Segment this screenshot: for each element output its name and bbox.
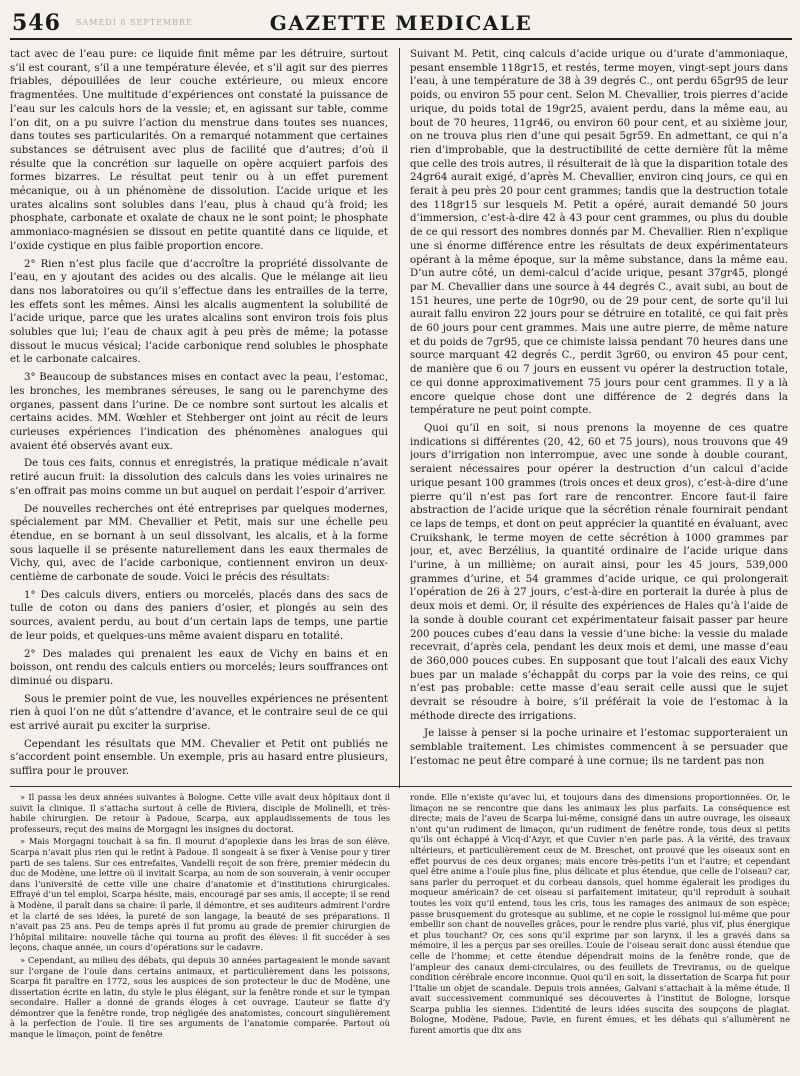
header-date-line: SAMEDI 8 SEPTEMBRE: [76, 18, 193, 27]
paragraph: Cependant les résultats que MM. Chevalier et Petit ont publiés ne s’accordent point ensemble. Un exemple, pris au hasard entre plusieurs, suffira pour le prouver.: [10, 738, 388, 778]
article-column-right: [410, 48, 788, 784]
column-divider: [399, 48, 400, 788]
paragraph: De nouvelles recherches ont été entreprises par quelques modernes, spécialement par MM. Chevallier et Petit, mais sur une échelle peu étendue, en se bornant à un seul dissolvant, les alcalis, et à la forme sous laquelle il se présente naturellement dans les eaux thermales de Vichy, qui, avec de l’acide carbonique, contiennent environ un deux-centième de carbonate de soude. Voici le précis des résultats:: [10, 503, 388, 584]
paragraph: Suivant M. Petit, cinq calculs d’acide urique ou d’urate d’ammoniaque, pesant ensemble 118gr15, et restés, terme moyen, vingt-sept jours dans l’eau, à une température de 38 à 39 degrés C., ont perdu 65gr95 de leur poids, ou environ 55 pour cent. Selon M. Chevallier, trois pierres d’acide urique, du poids total de 19gr25, avaient perdu, dans la même eau, au bout de 70 heures, 11gr46, ou environ 60 pour cent, et au sixième jour, on ne trouva plus rien d’une qui pesait 5gr59. En admettant, ce qui n’a rien d’improbable, que la destructibilité de cette dernière fût la même que celle des trois autres, il résulterait de là que la disparition totale des 24gr64 aurait exigé, d’après M. Chevallier, environ cinq jours, ce qui en ferait à peu près 20 pour cent grammes; tandis que la destruction totale des 118gr15 sur lesquels M. Petit a opéré, aurait demandé 50 jours d’immersion, c’est-à-dire 42 à 43 pour cent grammes, ou plus du double de ce qui ressort des nombres donnés par M. Chevallier. Rien n’explique une si énorme différence entre les résultats de deux expérimentateurs opérant à la même époque, sur la même substance, dans la même eau. D’un autre côté, un demi-calcul d’acide urique, pesant 37gr45, plongé par M. Chevallier dans une source à 44 degrés C., avait subi, au bout de 151 heures, une perte de 10gr90, ou de 29 pour cent, de sorte qu’il lui aurait fallu environ 22 jours pour se détruire en totalité, ce qui fait près de 60 jours pour cent grammes. Mais une autre pierre, de même nature et du poids de 7gr95, que ce chimiste laissa pendant 70 heures dans une source marquant 42 degrés C., perdit 3gr60, ou environ 45 pour cent, de manière que 6 ou 7 jours en eussent vu opérer la destruction totale, ce qui donne approximativement 75 jours pour cent grammes. Il y a là encore quelque chose dont une différence de 2 degrés dans la température ne peut point compte.: [410, 49, 788, 417]
paragraph: tact avec de l’eau pure: ce liquide finit même par les détruire, surtout s’il est courant, s’il a une température élevée, et s’il agit sur des pierres friables, dépouillées de leur couche extérieure, ou mieux encore fragmentées. Une multitude d’expériences ont constaté la puissance de l’eau sur les calculs hors de la vessie; et, en agissant sur table, comme l’on dit, on a pu suivre l’action du menstrue dans toutes ses nuances, dans toutes ses particularités. On a remarqué notamment que certaines substances se détruisent avec plus de facilité que d’autres; d’où il résulte que la concrétion sur laquelle on opère acquiert parfois des formes bizarres. Le résultat peut tenir ou à un effet purement mécanique, ou à un phénomène de dissolution. L’acide urique et les urates alcalins sont solubles dans l’eau, plus à chaud qu’à froid; les phosphate, carbonate et oxalate de chaux ne le sont point; le phosphate ammoniaco-magnésien se dissout en petite quantité dans ce liquide, et l’oxide cystique en plus faible proportion encore.: [10, 49, 388, 252]
biography-notes: [10, 792, 792, 1062]
paragraph: » Cependant, au milieu des débats, qui depuis 30 années partageaient le monde savant sur l’organe de l’ouïe dans certains animaux, et particulièrement dans les poissons, Scarpa fit paraître en 1772, sous les auspices de son protecteur le duc de Modène, une dissertation écrite en latin, du style le plus élégant, sur la fenêtre ronde et sur le tympan secondaire. Haller a donné de grands éloges à cet ouvrage. L’auteur se flatte d’y démontrer que la fenêtre ronde, trop négligée des anatomistes, concourt singulièrement à la perfection de l’ouïe. Il tire ses arguments de l’anatomie comparée. Partout où manque le limaçon, point de fenêtre: [10, 954, 390, 1040]
paragraph: 2° Rien n’est plus facile que d’accroître la propriété dissolvante de l’eau, en y ajoutant des acides ou des alcalis. Que le mélange ait lieu dans nos laboratoires ou qu’il s’effectue dans les entrailles de la terre, les effets sont les mêmes. Ainsi les alcalis augmentent la solubilité de l’acide urique, parce que les urates alcalins sont environ trois fois plus solubles que lui; l’eau de chaux agit à peu près de même; la potasse dissout le mucus vésical; l’acide carbonique rend solubles le phosphate et le carbonate calcaires.: [10, 258, 388, 366]
article-column-left: [10, 48, 388, 784]
paragraph: ronde. Elle n’existe qu’avec lui, et toujours dans des dimensions proportionnées. Or, le limaçon ne se rencontre que dans les animaux les plus parfaits. La conséquence est directe; mais de l’aveu de Scarpa lui-même, consigné dans un autre ouvrage, les oiseaux n’ont qu’un rudiment de limaçon, qu’un rudiment de fenêtre ronde, tous deux si petits qu’ils ont échappé à Vicq-d’Azyr, et que Cuvier n’en parle pas. À la vérité, des travaux ultérieurs, et particulièrement ceux de M. Breschet, ont prouvé que les oiseaux sont en effet pourvus de ces deux organes; mais encore très-petits l’un et l’autre; et cependant quel être anime a l’ouïe plus fine, plus délicate et plus étendue, que celle de l’oiseau? car, sans parler du perroquet et du corbeau dansois, quel homme égalerait les prodiges du moqueur américain? de cet oiseau si parfaitement imitateur, qu’il reproduit à souhait toutes les voix qu’il entend, tous les cris, tous les ramages des animaux de son espèce; passe brusquement du grotesque au sublime, et ne copie le rossignol lui-même que pour embellir son chant de nouvelles grâces, pour le rendre plus varié, plus vif, plus énergique et plus touchant? Or, ces sons qu’il exprime par son larynx, il les a gravés dans sa mémoire, il les a perçus par ses oreilles. L’ouïe de l’oiseau serait donc aussi étendue que celle de l’homme; et cette étendue dépendrait moins de la fenêtre ronde, que de l’ampleur des canaux demi-circulaires, ou des feuillets de Treviranus, ou de quelque condition cérébrale encore inconnue. Quoi qu’il en soit, la dissertation de Scarpa fut pour l’Italie un objet de scandale. Depuis trois années, Galvani s’attachait à la même étude. Il avait successivement communiqué ses découvertes à l’institut de Bologne, lorsque Scarpa publia les siennes. L’identité de leurs idées suscita des soupçons de plagiat. Bologne, Modène, Padoue, Pavie, en furent émues, et les débats qui s’allumèrent ne furent amortis que dix ans: [410, 792, 790, 1036]
main-article: [10, 48, 792, 784]
paragraph: Sous le premier point de vue, les nouvelles expériences ne présentent rien à quoi l’on ne dût s’attendre d’avance, et le contraire seul de ce qui est arrivé aurait pu exciter la surprise.: [10, 693, 388, 733]
paragraph: Quoi qu’il en soit, si nous prenons la moyenne de ces quatre indications si différentes (20, 42, 60 et 75 jours), nous trouvons que 49 jours d’irrigation non interrompue, avec une sonde à double courant, seraient nécessaires pour opérer la destruction d’un calcul d’acide urique pesant 100 grammes (trois onces et deux gros), c’est-à-dire d’une pierre qu’il n’est pas fort rare de rencontrer. Encore faut-il faire abstraction de l’acide urique que la sécrétion rénale fournirait pendant ce laps de temps, et dont on peut apprécier la quantité en évaluant, avec Cruikshank, le terme moyen de cette sécrétion à 1000 grammes par jour, et, avec Berzélius, la quantité ordinaire de l’acide urique dans l’urine, à un millième; on aurait ainsi, pour les 45 jours, 539,000 grammes d’urine, et 54 grammes d’acide urique, ce qui prolongerait l’opération de 26 à 27 jours, c’est-à-dire en porterait la durée à plus de deux mois et demi. Or, il résulte des expériences de Hales qu’à l’aide de la sonde à double courant cet expérimentateur faisait passer par heure 200 pouces cubes d’eau dans la vessie d’une biche: la vessie du malade recevrait, d’après cela, pendant les deux mois et demi, une masse d’eau de 360,000 pouces cubes. En supposant que tout l’alcali des eaux Vichy bues par un malade s’échappât du corps par la voie des reins, ce qui n’est pas probable: cette masse d’eau serait celle aussi que le sujet devrait se résoudre à boire, s’il préférait la voie de l’estomac à la méthode directe des irrigations.: [410, 422, 788, 722]
journal-title: GAZETTE MEDICALE: [269, 11, 533, 35]
paragraph: 3° Beaucoup de substances mises en contact avec la peau, l’estomac, les bronches, les membranes séreuses, le sang ou le parenchyme des organes, passent dans l’urine. De ce nombre sont surtout les alcalis et certains acides. MM. Wœhler et Stehberger ont joint au récit de leurs curieuses expériences l’indication des phénomènes analogues qui avaient été observés avant eux.: [10, 372, 388, 452]
paragraph: » Mais Morgagni touchait à sa fin. Il mourut d’apoplexie dans les bras de son élève. Scarpa n’avait plus rien qui le retînt à Padoue. Il songeait à se fixer à Venise pour y tirer parti de ses talens. Sur ces entrefaites, Vandelli reçoit de son frère, premier médecin du duc de Modène, une lettre où il invitait Scarpa, au nom de son souverain, à venir occuper dans l’université de cette ville une chaire d’anatomie et d’institutions chirurgicales. Effrayé d’un tel emploi, Scarpa hésite, mais, encouragé par ses amis, il accepte; il se rend à Modène, il paraît dans sa chaire: il parle, il démontre, et ses auditeurs admirent l’ordre et la clarté de ses idées, la pureté de son langage, la beauté de ses préparations. Il n’avait pas 25 ans. Peu de temps après il fut promu au grade de premier chirurgien de l’hôpital militaire: nouvelle tâche qui tourna au profit des élèves: il fit succéder à ses leçons, chaque année, un cours d’opérations sur le cadavre.: [10, 836, 390, 953]
notes-column-left: [10, 792, 390, 1062]
page-number: 546: [12, 10, 61, 36]
paragraph: De tous ces faits, connus et enregistrés, la pratique médicale n’avait retiré aucun fruit: la dissolution des calculs dans les voies urinaires ne s’en offrait pas moins comme un but auquel on perdait l’espoir d’arriver.: [10, 458, 388, 497]
paragraph: » Il passa les deux années suivantes à Bologne. Cette ville avait deux hôpitaux dont il suivit la clinique. Il s’attacha surtout à celle de Riviera, disciple de Molinelli, et très-habile chirurgien. De retour à Padoue, Scarpa, aux applaudissements de tous les professeurs, reçut des mains de Morgagni les insignes du doctorat.: [10, 792, 390, 834]
paragraph: 2° Des malades qui prenaient les eaux de Vichy en bains et en boisson, ont rendu des calculs entiers ou morcelés; leurs souffrances ont diminué ou disparu.: [10, 648, 388, 687]
footnote-divider: [10, 786, 792, 787]
paragraph: 1° Des calculs divers, entiers ou morcelés, placés dans des sacs de tulle de coton ou dans des paniers d’osier, et plongés au sein des sources, avaient perdu, au bout d’un certain laps de temps, une partie de leur poids, et quelques-uns même avaient disparu en totalité.: [10, 589, 388, 642]
paragraph: Je laisse à penser si la poche urinaire et l’estomac supporteraient un semblable traitement. Les chimistes commencent à se persuader que l’estomac ne peut être comparé à une cornue; ils ne tardent pas non: [410, 728, 788, 767]
page-header: [10, 8, 792, 40]
notes-column-right: [410, 792, 790, 1062]
